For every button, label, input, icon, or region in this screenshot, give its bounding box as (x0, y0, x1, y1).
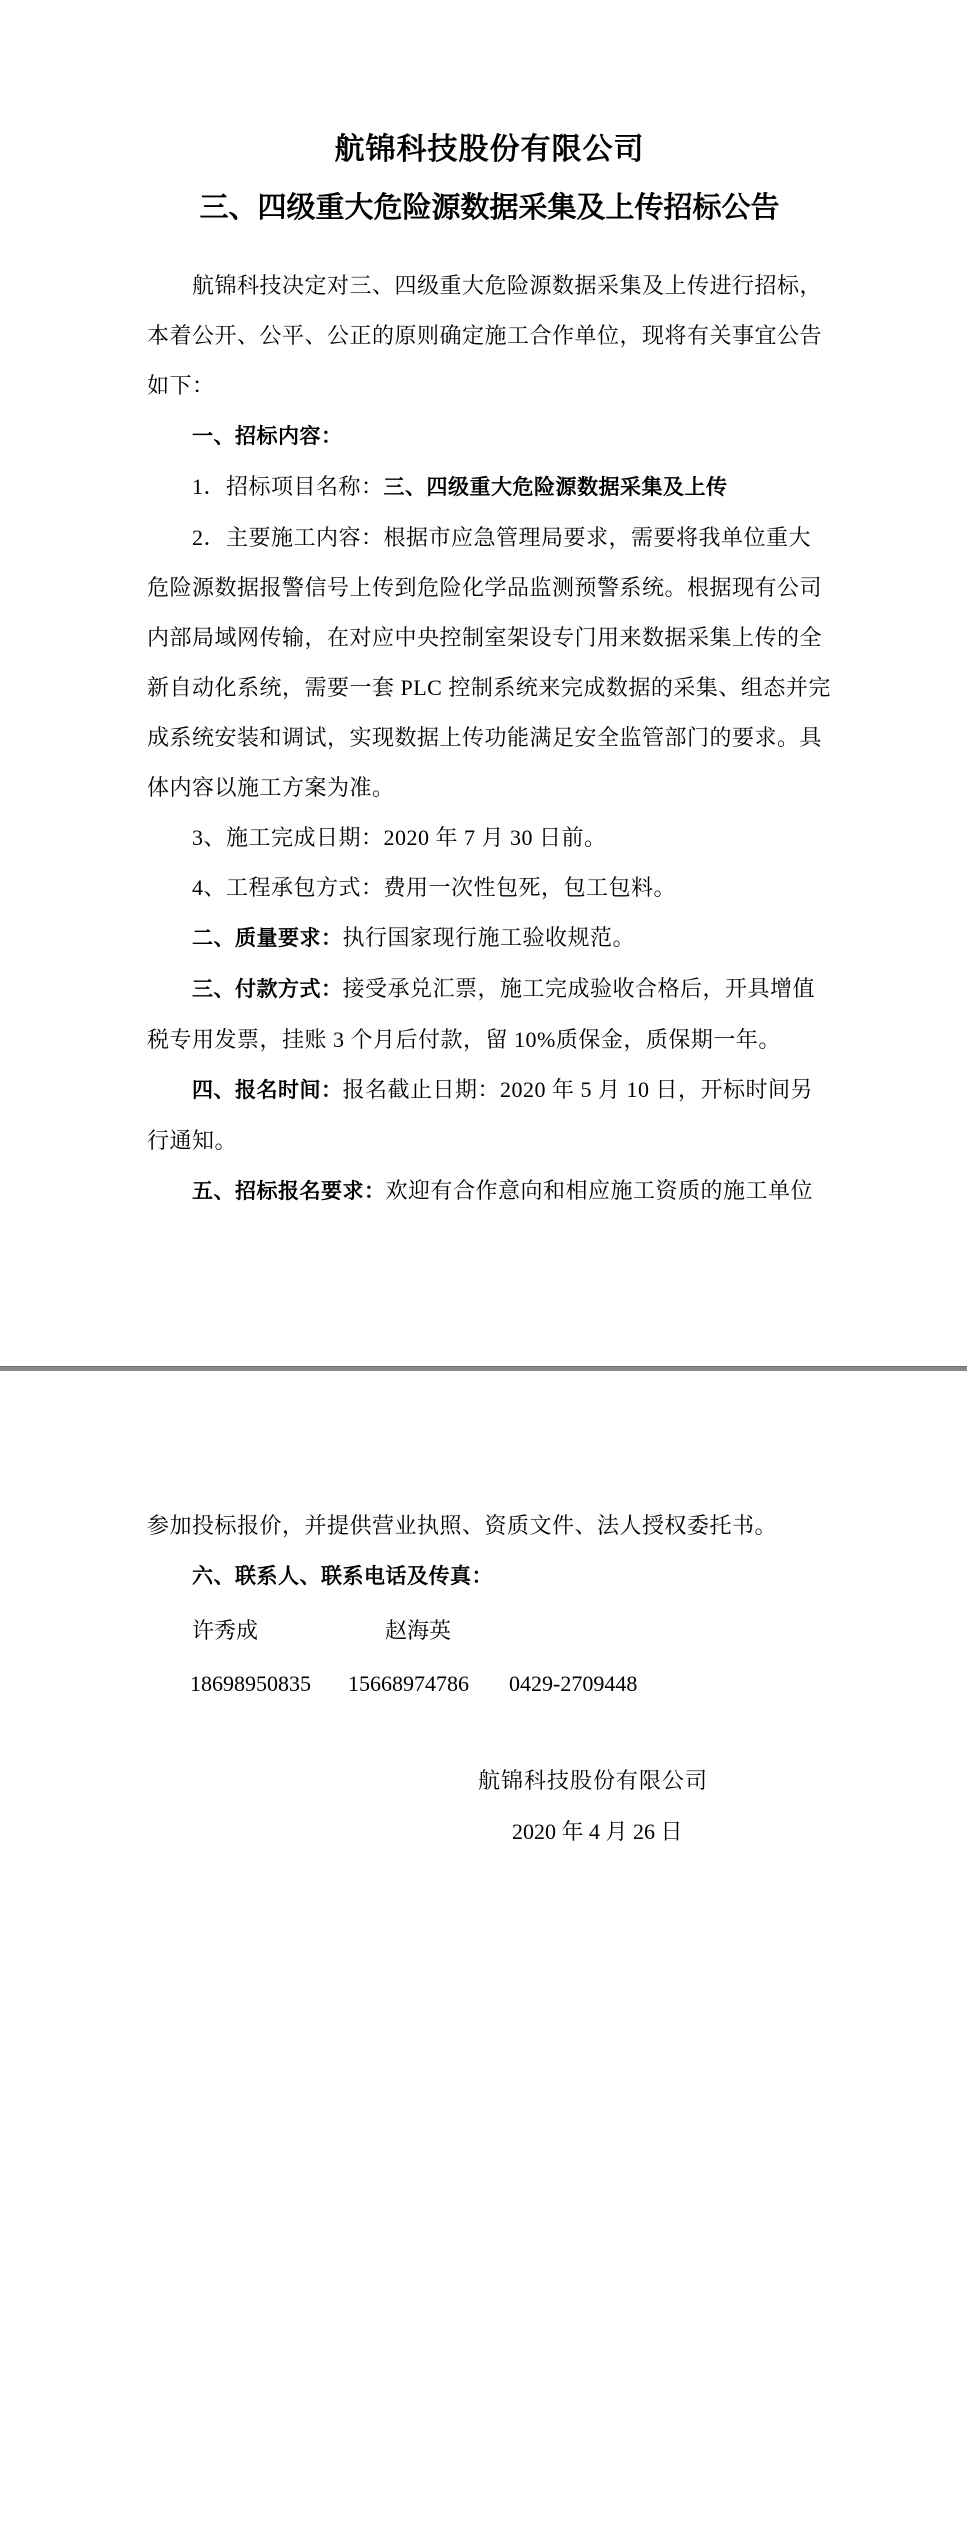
body-line-bold-run: 五、招标报名要求： (192, 1180, 386, 1203)
body-line (147, 763, 832, 813)
body-line (147, 613, 832, 663)
body-line-run: 体内容以施工方案为准。 (147, 775, 395, 800)
body-line (147, 1166, 832, 1217)
contact-name: 许秀成 (192, 1618, 259, 1643)
body-line (147, 913, 832, 964)
contact-phone: 15668974786 (348, 1671, 469, 1696)
contacts-heading (147, 1551, 832, 1602)
body-line-run: 执行国家现行施工验收规范。 (342, 925, 636, 950)
body-line (147, 462, 832, 513)
contacts-heading-label: 六、联系人、联系电话及传真： (192, 1565, 493, 1588)
contacts-row (147, 1606, 832, 1656)
body-line-bold-run: 一、招标内容： (192, 425, 343, 448)
continuation-line: 参加投标报价，并提供营业执照、资质文件、法人授权委托书。 (147, 1513, 778, 1538)
body-line-run: 如下： (147, 373, 215, 398)
body-line (147, 261, 832, 311)
body-line-run: 1．招标项目名称： (192, 474, 384, 499)
body-line-run: 欢迎有合作意向和相应施工资质的施工单位 (385, 1178, 814, 1203)
body-line-run: 税专用发票，挂账 3 个月后付款，留 10%质保金，质保期一年。 (147, 1027, 781, 1052)
body-line (147, 1015, 832, 1065)
signature-company: 航锦科技股份有限公司 (478, 1768, 709, 1793)
body-line-bold-run: 三、四级重大危险源数据采集及上传 (383, 476, 728, 499)
phones-row (147, 1659, 832, 1709)
contact-phone: 18698950835 (190, 1671, 311, 1696)
body-line (147, 713, 832, 763)
body-line (147, 964, 832, 1015)
page1-body (147, 261, 832, 1217)
body-line (147, 813, 832, 863)
body-line (147, 1065, 832, 1116)
body-line-run: 新自动化系统，需要一套 PLC 控制系统来完成数据的采集、组态并完 (147, 675, 831, 700)
body-line-run: 航锦科技决定对三、四级重大危险源数据采集及上传进行招标， (192, 273, 823, 298)
body-line (147, 663, 832, 713)
body-line (147, 1116, 832, 1166)
body-line-run: 危险源数据报警信号上传到危险化学品监测预警系统。根据现有公司 (147, 575, 823, 600)
body-line-run: 内部局域网传输，在对应中央控制室架设专门用来数据采集上传的全 (147, 625, 823, 650)
body-line-run: 4、工程承包方式：费用一次性包死，包工包料。 (192, 875, 677, 900)
body-line-run: 报名截止日期：2020 年 5 月 10 日，开标时间另 (342, 1077, 814, 1102)
body-line (147, 311, 832, 361)
page-2 (0, 1371, 967, 2535)
document-title: 航锦科技股份有限公司 (334, 133, 645, 166)
document-subtitle: 三、四级重大危险源数据采集及上传招标公告 (199, 192, 780, 224)
contact-name: 赵海英 (385, 1618, 452, 1643)
body-line (147, 411, 832, 462)
body-line-bold-run: 二、质量要求： (192, 927, 343, 950)
body-line-run: 接受承兑汇票，施工完成验收合格后，开具增值 (342, 976, 816, 1001)
body-line-run: 2．主要施工内容：根据市应急管理局要求，需要将我单位重大 (192, 525, 812, 550)
body-line-run: 3、施工完成日期：2020 年 7 月 30 日前。 (192, 825, 607, 850)
body-line-run: 成系统安装和调试，实现数据上传功能满足安全监管部门的要求。具 (147, 725, 823, 750)
body-line (147, 863, 832, 913)
body-line-run: 行通知。 (147, 1128, 238, 1153)
body-line-bold-run: 三、付款方式： (192, 978, 343, 1001)
body-line (147, 513, 832, 563)
contact-phone: 0429-2709448 (509, 1671, 638, 1696)
body-line-bold-run: 四、报名时间： (192, 1079, 343, 1102)
body-line-run: 本着公开、公平、公正的原则确定施工合作单位，现将有关事宜公告 (147, 323, 823, 348)
signature-date: 2020 年 4 月 26 日 (512, 1819, 683, 1844)
body-line (147, 563, 832, 613)
body-line (147, 361, 832, 411)
